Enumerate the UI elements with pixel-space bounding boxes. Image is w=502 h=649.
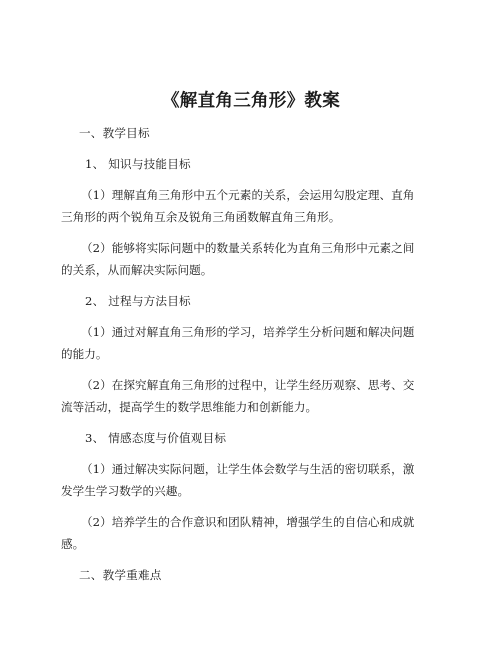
paragraph-line: （1）理解直角三角形中五个元素的关系，会运用勾股定理、直角 <box>81 188 415 202</box>
section-heading-key-points: 二、教学重难点 <box>79 568 162 582</box>
subsection-heading-process: 2、 过程与方法目标 <box>85 294 191 308</box>
section-heading-objectives: 一、教学目标 <box>79 126 150 140</box>
paragraph-line: 流等活动，提高学生的数学思维能力和创新能力。 <box>61 400 318 414</box>
paragraph-line: （1）通过解决实际问题，让学生体会数学与生活的密切联系，激 <box>81 462 415 476</box>
paragraph-line: 的能力。 <box>61 347 108 361</box>
paragraph-line: （1）通过对解直角三角形的学习，培养学生分析问题和解决问题 <box>81 325 415 339</box>
subsection-heading-attitude: 3、 情感态度与价值观目标 <box>85 431 227 445</box>
paragraph-line: 发学生学习数学的兴趣。 <box>61 484 190 498</box>
paragraph-line: 三角形的两个锐角互余及锐角三角函数解直角三角形。 <box>61 210 341 224</box>
subsection-heading-knowledge: 1、 知识与技能目标 <box>85 157 191 171</box>
document-title: 《解直角三角形》教案 <box>162 91 340 111</box>
paragraph-line: 的关系，从而解决实际问题。 <box>61 263 213 277</box>
paragraph-line: （2）在探究解直角三角形的过程中，让学生经历观察、思考、交 <box>81 378 415 392</box>
paragraph-line: （2）能够将实际问题中的数量关系转化为直角三角形中元素之间 <box>81 241 415 255</box>
paragraph-line: （2）培养学生的合作意识和团队精神，增强学生的自信心和成就 <box>81 515 415 529</box>
paragraph-line: 感。 <box>61 537 85 551</box>
